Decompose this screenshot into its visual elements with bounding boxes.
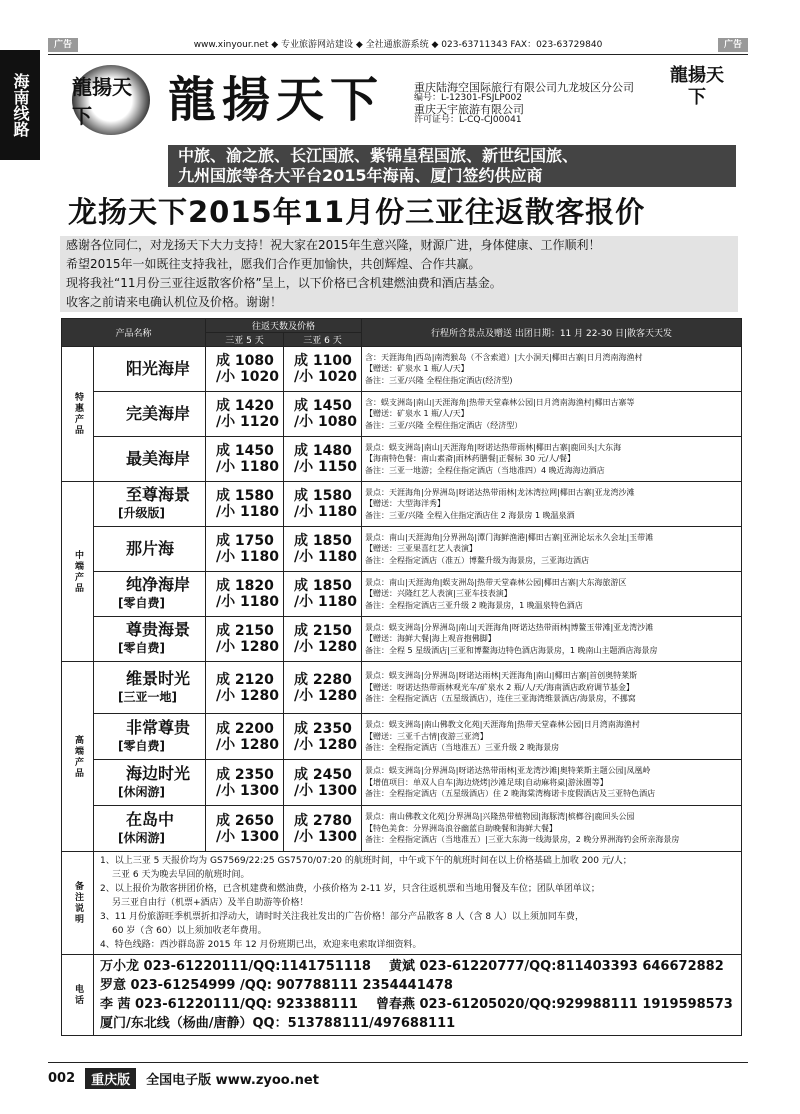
itinerary-line: 景点：南山|天涯海角|蜈支洲岛|热带天堂森林公园|椰田古寨|大东海旅游区: [365, 577, 627, 587]
itinerary-line: 【赠送：三亚果喜红艺人表演】: [365, 544, 477, 554]
price-adult: 成 1480: [294, 443, 352, 459]
product-row: [62, 392, 742, 437]
product-title: 维景时光: [126, 668, 191, 688]
product-title: 在岛中: [126, 809, 175, 829]
itinerary-desc: [362, 572, 742, 617]
itinerary-line: 备注：全程 5 星级酒店|三亚和博鳌海边特色酒店海景房，1 晚南山主题酒店海景房: [365, 645, 658, 655]
header-6day: 三亚 6 天: [284, 333, 362, 347]
price-child: /小 1280: [216, 736, 279, 753]
price-5day: [206, 760, 284, 806]
price-adult: 成 1450: [294, 398, 352, 414]
price-5day: [206, 806, 284, 852]
itinerary-line: 【特色美食：分界洲岛浪谷幽蓝自助晚餐和海鲜大餐】: [365, 823, 557, 833]
product-row: [62, 760, 742, 806]
price-child: /小 1080: [294, 414, 357, 430]
itinerary-line: 备注：三亚/兴隆 全程住指定酒店(经济型): [365, 375, 513, 385]
itinerary-line: 景点：蜈支洲岛|分界洲岛|呀诺达雨林|天涯海角|南山|椰田古寨|首创奥特莱斯: [365, 671, 638, 681]
price-child: /小 1180: [294, 549, 357, 565]
product-name: [94, 760, 206, 806]
note-line: 2、以上报价为散客拼团价格，已含机建费和燃油费，小孩价格为 2-11 岁，只含往返机票和当地用餐及车位；团队单团单议；: [100, 884, 600, 894]
product-tag: [升级版]: [118, 506, 165, 520]
price-6day: [284, 347, 362, 392]
product-name: [94, 392, 206, 437]
intro-line: 希望2015年一如既往支持我社，愿我们合作更加愉快，共创辉煌、合作共赢。: [66, 257, 481, 271]
product-name: [94, 482, 206, 527]
itinerary-line: 【赠送：兴隆红艺人表演|三亚车技表演】: [365, 589, 512, 599]
logo-wordmark: 龍揚天下: [168, 72, 385, 128]
itinerary-line: 【赠送：海鲜大餐|海上观音抱佛脚】: [365, 634, 496, 644]
product-title: 最美海岸: [126, 449, 191, 468]
product-title: 至尊海景: [126, 485, 191, 504]
product-name: [94, 806, 206, 852]
price-6day: [284, 437, 362, 482]
price-child: /小 1180: [216, 549, 279, 565]
price-child: /小 1280: [216, 639, 279, 655]
itinerary-line: 【增值项目：单双人自车|海边烧烤|沙滩足球|自动麻将桌|游泳圈等】: [365, 777, 608, 787]
itinerary-line: 备注：全程指定酒店（准五）博鳌升级为海景房，三亚海边酒店: [365, 555, 589, 565]
note-line: 1、以上三亚 5 天报价均为 GS7569/22:25 GS7570/07:20 的航班时间，中午或下午的航班时间在以上价格基础上加收 200 元/人；: [100, 856, 632, 866]
price-5day: [206, 437, 284, 482]
product-row: [62, 437, 742, 482]
product-row: [62, 617, 742, 662]
intro-box: [60, 236, 738, 312]
page-title: 龙扬天下2015年11月份三亚往返散客报价: [68, 195, 646, 229]
header-desc: 行程所含景点及赠送 出团日期：11 月 22-30 日|散客天天发: [362, 319, 742, 347]
price-5day: [206, 482, 284, 527]
itinerary-desc: [362, 806, 742, 852]
notes-category: 备注说明: [62, 852, 94, 955]
price-5day: [206, 617, 284, 662]
contact-line: 厦门/东北线（杨曲/唐静）QQ：513788111/497688111: [100, 1016, 456, 1031]
footer-site: 全国电子版 www.zyoo.net: [146, 1073, 319, 1088]
note-line: 3、11 月份旅游旺季机票折扣浮动大，请时时关注我社发出的广告价格！部分产品散客 8 人（含 8 人）以上须加同车费，: [100, 912, 584, 922]
header-product: 产品名称: [62, 319, 206, 347]
company-license-2: 许可证号：L-CQ-CJ00041: [414, 115, 522, 125]
price-adult: 成 2280: [294, 671, 352, 688]
price-child: /小 1020: [294, 369, 357, 385]
itinerary-desc: [362, 617, 742, 662]
price-child: /小 1300: [294, 782, 357, 799]
top-divider: [48, 54, 748, 55]
itinerary-desc: [362, 662, 742, 714]
itinerary-line: 含：天涯海角|西岛|南湾猴岛（不含索道）|大小洞天|椰田古寨|日月湾南海渔村: [365, 352, 643, 362]
product-tag: [三亚一地]: [118, 689, 177, 704]
contact-line: 李 茜 023-61220111/QQ: 923388111: [100, 997, 358, 1012]
price-child: /小 1150: [294, 459, 357, 475]
itinerary-line: 备注：三亚/兴隆 全程住指定酒店（经济型）: [365, 420, 523, 430]
itinerary-line: 景点：南山|天涯海角|分界洲岛|潭门海鲜渔港|椰田古寨|亚洲论坛永久会址|玉带滩: [365, 532, 654, 542]
price-adult: 成 2780: [294, 812, 352, 829]
product-name: [94, 572, 206, 617]
price-child: /小 1280: [294, 687, 357, 704]
price-6day: [284, 760, 362, 806]
itinerary-desc: [362, 527, 742, 572]
price-adult: 成 2650: [216, 812, 274, 829]
product-row: [62, 482, 742, 527]
product-row: [62, 714, 742, 760]
itinerary-line: 备注：三亚一地游；全程住指定酒店（当地准四）4 晚近海海边酒店: [365, 465, 605, 475]
logo-calligraphy: 龍揚天下: [670, 65, 724, 108]
itinerary-line: 景点：蜈支洲岛|南山|天涯海角|呀诺达热带雨林|椰田古寨|鹿回头|大东海: [365, 442, 622, 452]
price-adult: 成 1080: [216, 353, 274, 369]
price-6day: [284, 662, 362, 714]
category-cell: 特惠产品: [62, 347, 94, 482]
top-info: www.xinyour.net ◆ 专业旅游网站建设 ◆ 全社通旅游系统 ◆ 023-63711343 FAX：023-63729840: [193, 40, 603, 50]
price-child: /小 1180: [294, 594, 357, 610]
price-adult: 成 1100: [294, 353, 352, 369]
price-adult: 成 2200: [216, 720, 274, 737]
price-child: /小 1180: [216, 594, 279, 610]
price-child: /小 1300: [216, 782, 279, 799]
notes-cell: [94, 852, 742, 955]
product-row: [62, 662, 742, 714]
product-rows: [62, 347, 742, 852]
product-row: [62, 527, 742, 572]
product-tag: [零自费]: [118, 641, 165, 655]
product-row: [62, 806, 742, 852]
price-adult: 成 1580: [294, 488, 352, 504]
price-child: /小 1280: [216, 687, 279, 704]
footer-divider: [48, 1062, 748, 1063]
product-name: [94, 662, 206, 714]
product-tag: [休闲游]: [118, 830, 165, 845]
price-5day: [206, 347, 284, 392]
price-child: /小 1020: [216, 369, 279, 385]
product-title: 阳光海岸: [126, 359, 191, 378]
itinerary-desc: [362, 347, 742, 392]
itinerary-line: 【赠送：呀诺达热带雨林观光车/矿泉水 2 瓶/人/天/海南酒店政府调节基金】: [365, 682, 634, 692]
price-6day: [284, 806, 362, 852]
product-name: [94, 714, 206, 760]
price-adult: 成 1850: [294, 533, 352, 549]
price-child: /小 1280: [294, 736, 357, 753]
company-license-1: 编号：L-12301-FSJLP002: [414, 93, 522, 103]
product-tag: [休闲游]: [118, 784, 165, 799]
itinerary-line: 备注：全程指定酒店（五星级酒店）住 2 晚海棠湾梅诺卡度假酒店及三亚特色酒店: [365, 789, 656, 799]
contact-line: 黄斌 023-61220777/QQ:811403393 646672882: [388, 959, 724, 974]
side-tab: 海南线路: [0, 50, 40, 160]
product-name: [94, 437, 206, 482]
product-name: [94, 527, 206, 572]
ad-tag-left: 广告: [48, 38, 78, 52]
company-name-1: 重庆陆海空国际旅行有限公司九龙坡区分公司: [414, 81, 634, 94]
price-child: /小 1180: [216, 459, 279, 475]
itinerary-desc: [362, 437, 742, 482]
itinerary-line: 景点：蜈支洲岛|分界洲岛|呀诺达热带雨林|亚龙湾沙滩|奥特莱斯主题公园|凤凰岭: [365, 766, 651, 776]
price-adult: 成 1820: [216, 578, 274, 594]
intro-line: 现将我社“11月份三亚往返散客价格”呈上，以下价格已含机建燃油费和酒店基金。: [66, 276, 502, 290]
price-5day: [206, 527, 284, 572]
price-adult: 成 1850: [294, 578, 352, 594]
price-adult: 成 2120: [216, 671, 274, 688]
product-title: 完美海岸: [126, 404, 191, 423]
product-row: [62, 347, 742, 392]
company-name-2: 重庆天宇旅游有限公司: [414, 103, 524, 116]
price-adult: 成 2350: [216, 766, 274, 783]
ad-tag-right: 广告: [718, 38, 748, 52]
itinerary-line: 备注：全程指定酒店三亚升级 2 晚海景房，1 晚温泉特色酒店: [365, 600, 583, 610]
itinerary-line: 【赠送：三亚千古情|夜游三亚湾】: [365, 731, 488, 741]
price-table: [61, 318, 742, 1036]
itinerary-line: 景点：南山佛教文化苑|分界洲岛|兴隆热带植物园|海豚湾|槟榔谷|鹿回头公园: [365, 812, 635, 822]
contact-cell: [94, 955, 742, 1036]
note-line: 60 岁（含 60）以上须加收老年费用。: [112, 926, 267, 936]
itinerary-desc: [362, 714, 742, 760]
note-line: 4、特色线路：西沙群岛游 2015 年 12 月份班期已出，欢迎来电索取详细资料。: [100, 940, 422, 950]
note-line: 三亚 6 天为晚去早回的航班时间。: [112, 870, 250, 880]
category-cell: 高端产品: [62, 662, 94, 852]
price-adult: 成 2350: [294, 720, 352, 737]
top-bar: [48, 38, 748, 52]
product-title: 那片海: [126, 539, 175, 558]
page-number: 002: [48, 1071, 76, 1086]
price-6day: [284, 482, 362, 527]
product-name: [94, 617, 206, 662]
footer: [48, 1068, 319, 1089]
itinerary-desc: [362, 482, 742, 527]
price-child: /小 1120: [216, 414, 279, 430]
price-6day: [284, 527, 362, 572]
price-adult: 成 2450: [294, 766, 352, 783]
price-adult: 成 1420: [216, 398, 274, 414]
partner-banner: [168, 145, 736, 187]
itinerary-line: 【赠送：矿泉水 1 瓶/人/天】: [365, 364, 469, 374]
intro-line: 感谢各位同仁，对龙扬天下大力支持！祝大家在2015年生意兴隆，财源广进，身体健康、工作顺利！: [66, 238, 601, 252]
itinerary-line: 备注：全程指定酒店（当地准五）|三亚大东海一线海景房，2 晚分界洲海钓会所亲海景房: [365, 835, 680, 845]
product-name: [94, 347, 206, 392]
price-child: /小 1180: [216, 504, 279, 520]
product-title: 非常尊贵: [126, 717, 191, 737]
price-5day: [206, 714, 284, 760]
price-6day: [284, 714, 362, 760]
price-adult: 成 1450: [216, 443, 274, 459]
itinerary-line: 备注：三亚/兴隆 全程入住指定酒店住 2 海景房 1 晚温泉酒: [365, 510, 575, 520]
price-5day: [206, 662, 284, 714]
price-6day: [284, 617, 362, 662]
product-row: [62, 572, 742, 617]
company-info: [414, 82, 654, 126]
product-tag: [零自费]: [118, 738, 165, 753]
itinerary-line: 备注：全程指定酒店（当地准五）三亚升级 2 晚海景房: [365, 743, 560, 753]
contact-line: 罗意 023-61254999 /QQ: 907788111 2354441478: [100, 978, 453, 993]
banner-line-1: 中旅、渝之旅、长江国旅、紫锦皇程国旅、新世纪国旅、: [178, 146, 579, 165]
itinerary-line: 【赠送：大型海洋秀】: [365, 499, 445, 509]
itinerary-line: 景点：蜈支洲岛|分界洲岛|南山|天涯海角|呀诺达热带雨林|博鳌玉带滩|亚龙湾沙滩: [365, 622, 654, 632]
note-line: 另三亚自由行（机票+酒店）及半自助游等价格！: [112, 898, 309, 908]
itinerary-line: 景点：蜈支洲岛|南山佛教文化苑|天涯海角|热带天堂森林公园|日月湾南海渔村: [365, 720, 640, 730]
price-adult: 成 2150: [294, 623, 352, 639]
product-tag: [零自费]: [118, 596, 165, 610]
itinerary-line: 含：蜈支洲岛|南山|天涯海角|热带天堂森林公园|日月湾南海渔村|椰田古寨等: [365, 397, 635, 407]
itinerary-desc: [362, 392, 742, 437]
contact-category: 电话: [62, 955, 94, 1036]
header-5day: 三亚 5 天: [206, 333, 284, 347]
price-child: /小 1180: [294, 504, 357, 520]
price-child: /小 1280: [294, 639, 357, 655]
price-5day: [206, 572, 284, 617]
category-cell: 中端产品: [62, 482, 94, 662]
product-title: 海边时光: [126, 763, 191, 783]
contact-line: 万小龙 023-61220111/QQ:1141751118: [100, 959, 371, 974]
logo-emblem: 龍揚天下: [72, 65, 150, 135]
itinerary-line: 备注：全程指定酒店（五星级酒店），连住三亚海湾维景酒店/海景房，不挪窝: [365, 694, 636, 704]
price-adult: 成 2150: [216, 623, 274, 639]
price-6day: [284, 572, 362, 617]
itinerary-desc: [362, 760, 742, 806]
price-child: /小 1300: [216, 828, 279, 845]
contact-line: 曾春燕 023-61205020/QQ:929988111 1919598573: [375, 997, 733, 1012]
itinerary-line: 【海南特色餐：南山素斋|雨林药膳餐|正餐标 30 元/人/餐】: [365, 454, 576, 464]
price-6day: [284, 392, 362, 437]
price-adult: 成 1580: [216, 488, 274, 504]
price-5day: [206, 392, 284, 437]
banner-line-2: 九州国旅等各大平台2015年海南、厦门签约供应商: [178, 166, 543, 185]
price-child: /小 1300: [294, 828, 357, 845]
product-title: 纯净海岸: [126, 575, 191, 594]
header-price: 往返天数及价格: [206, 319, 362, 333]
itinerary-line: 【赠送：矿泉水 1 瓶/人/天】: [365, 409, 469, 419]
product-title: 尊贵海景: [126, 620, 191, 639]
intro-line: 收客之前请来电确认机位及价格。谢谢！: [66, 295, 283, 309]
itinerary-line: 景点：天涯海角|分界洲岛|呀诺达热带雨林|龙沐湾拉网|椰田古寨|亚龙湾沙滩: [365, 487, 635, 497]
edition-tag: 重庆版: [85, 1068, 136, 1089]
price-adult: 成 1750: [216, 533, 274, 549]
